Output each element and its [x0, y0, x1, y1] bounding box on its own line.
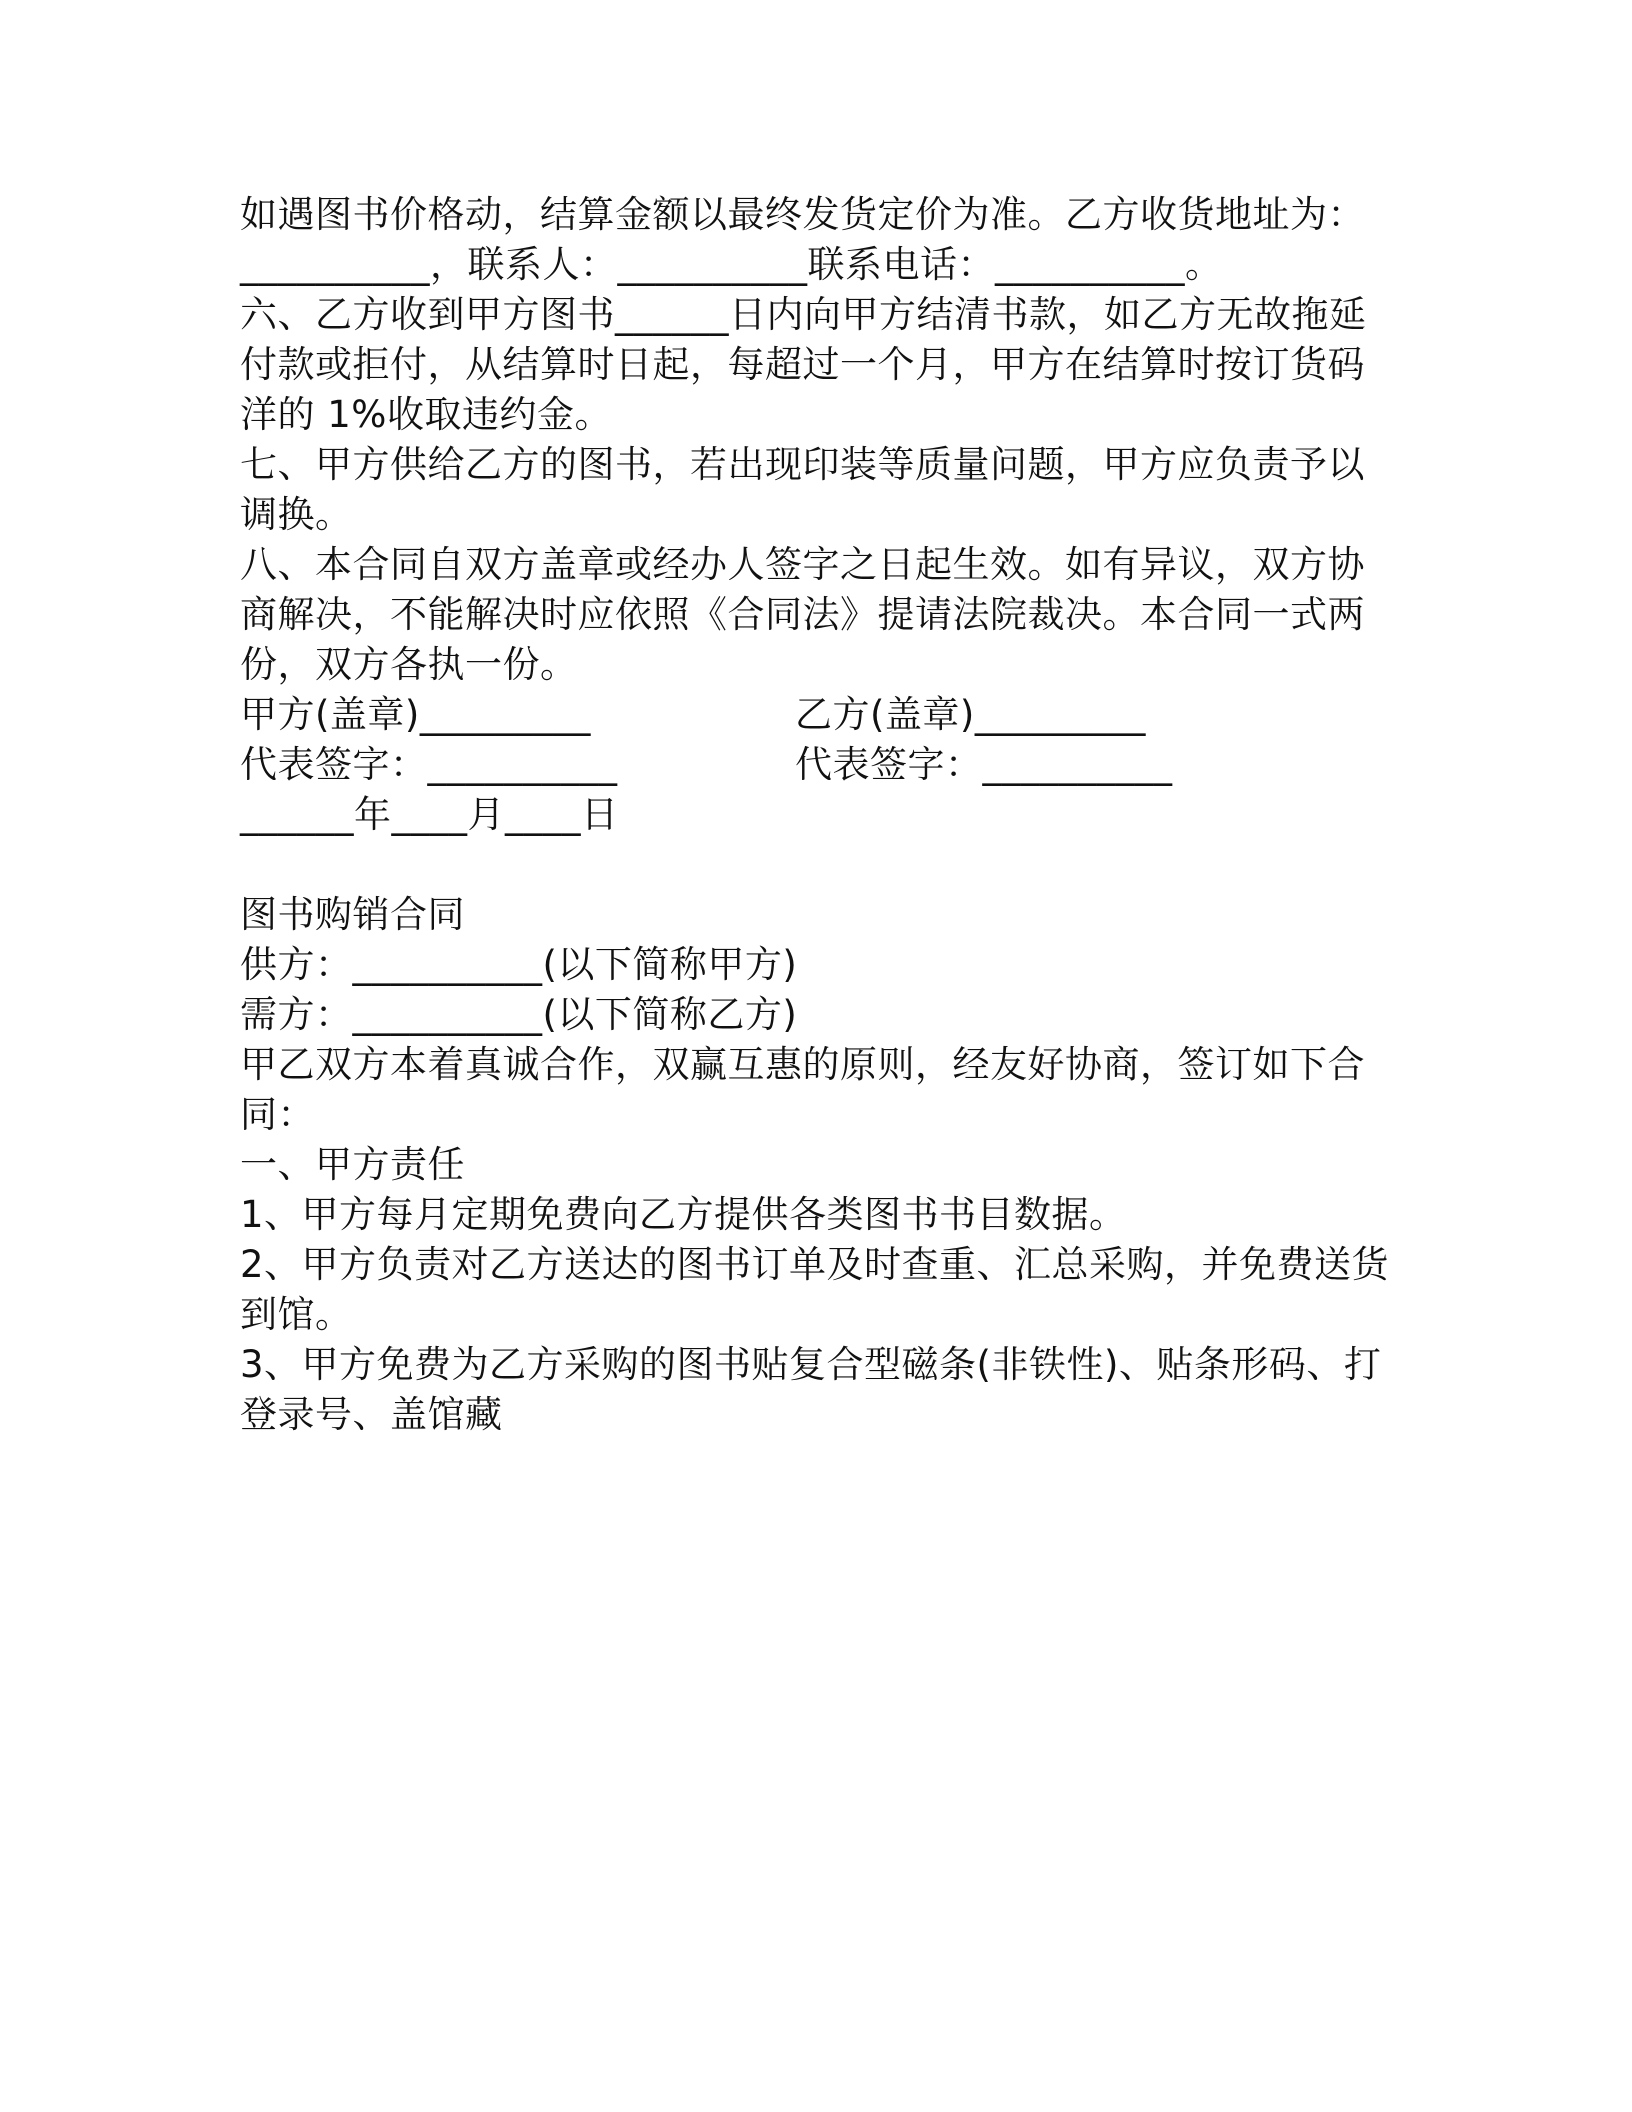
sign-row	[240, 740, 1400, 790]
text-line: 付款或拒付，从结算时日起，每超过一个月，甲方在结算时按订货码	[240, 343, 1365, 386]
date-line: ______年____月____日	[240, 793, 619, 836]
seal-row	[240, 690, 1400, 740]
party-a-sign: 代表签字：__________	[240, 743, 618, 786]
contract-title: 图书购销合同	[240, 893, 465, 936]
party-b-sign: 代表签字：__________	[795, 743, 1173, 786]
clause-item: 到馆。	[240, 1293, 353, 1336]
text-line: 六、乙方收到甲方图书______日内向甲方结清书款，如乙方无故拖延	[240, 293, 1367, 336]
clause-item: 2、甲方负责对乙方送达的图书订单及时查重、汇总采购，并免费送货	[240, 1243, 1390, 1286]
party-a-seal: 甲方(盖章)_________	[240, 693, 591, 736]
text-line: 洋的 1%收取违约金。	[240, 393, 612, 436]
text-line: 调换。	[240, 493, 353, 536]
buyer-line: 需方：__________(以下简称乙方)	[240, 993, 798, 1036]
text-line: __________，联系人：__________联系电话：__________。	[240, 243, 1223, 286]
text-line: 八、本合同自双方盖章或经办人签字之日起生效。如有异议，双方协	[240, 543, 1365, 586]
clause-item: 1、甲方每月定期免费向乙方提供各类图书书目数据。	[240, 1193, 1127, 1236]
text-line: 如遇图书价格动，结算金额以最终发货定价为准。乙方收货地址为：	[240, 193, 1365, 236]
section-heading: 一、甲方责任	[240, 1143, 465, 1186]
intro-line: 甲乙双方本着真诚合作，双赢互惠的原则，经友好协商，签订如下合	[240, 1043, 1365, 1086]
clause-item: 登录号、盖馆藏	[240, 1393, 503, 1436]
intro-line: 同：	[240, 1093, 315, 1136]
text-line: 七、甲方供给乙方的图书，若出现印装等质量问题，甲方应负责予以	[240, 443, 1365, 486]
supplier-line: 供方：__________(以下简称甲方)	[240, 943, 798, 986]
text-line: 份，双方各执一份。	[240, 643, 578, 686]
party-b-seal: 乙方(盖章)_________	[795, 693, 1146, 736]
text-line: 商解决，不能解决时应依照《合同法》提请法院裁决。本合同一式两	[240, 593, 1365, 636]
clause-item: 3、甲方免费为乙方采购的图书贴复合型磁条(非铁性)、贴条形码、打	[240, 1343, 1382, 1386]
